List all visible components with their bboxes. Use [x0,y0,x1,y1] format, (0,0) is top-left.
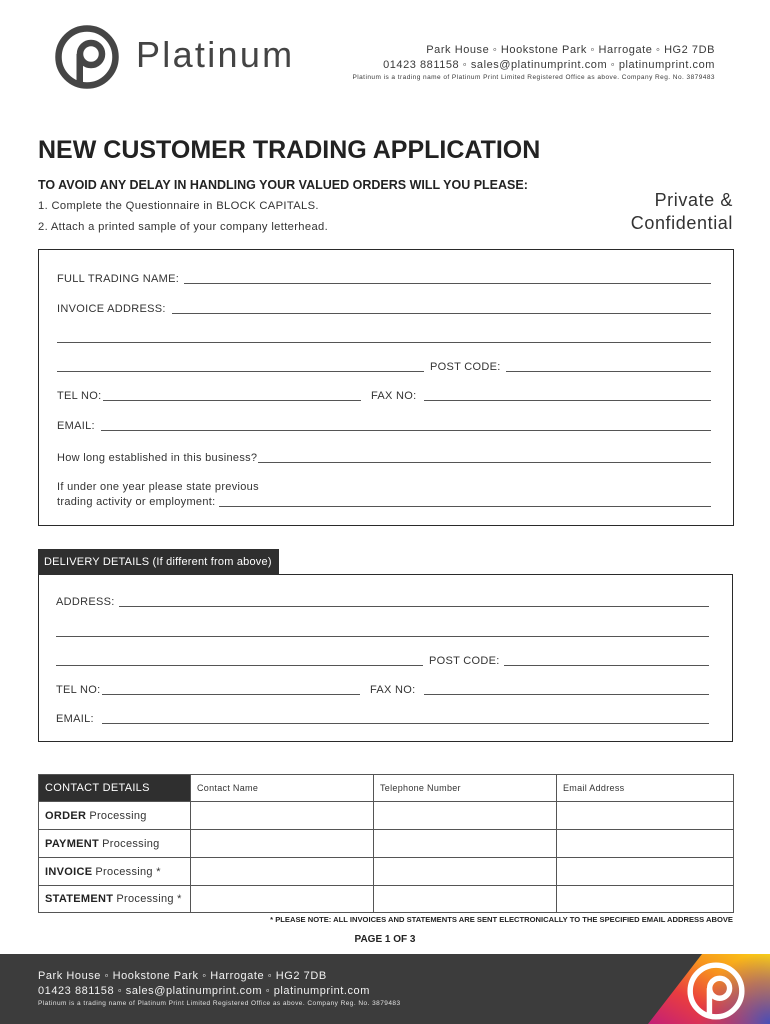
delivery-address-label: ADDRESS: [56,596,115,608]
table-row [39,830,734,858]
contact-name-header: Contact Name [191,775,374,802]
statement-processing-label [39,886,191,913]
delivery-tel-label: TEL NO: [56,684,101,696]
header-address-line: Park House ◦ Hookstone Park ◦ Harrogate ◦ HG2 7DB [426,44,715,56]
delivery-postcode-row [56,654,709,668]
tel-label: TEL NO: [57,390,102,402]
instruction-item: 2. Attach a printed sample of your company letterhead. [38,221,329,233]
previous-activity-row-1 [57,480,711,494]
row-label-bold: PAYMENT [45,837,100,850]
email-field[interactable] [101,430,711,431]
header-legal-line: Platinum is a trading name of Platinum Print Limited Registered Office as above. Company Reg. No. 3879483 [352,74,715,81]
brand-name: Platinum [136,34,295,75]
full-trading-name-row [57,272,711,286]
fax-field[interactable] [424,400,712,401]
instruction-item: 1. Complete the Questionnaire in BLOCK CAPITALS. [38,200,319,212]
row-label-rest: Processing [89,809,147,822]
delivery-post-code-field[interactable] [504,665,709,666]
table-row [39,886,734,913]
delivery-address-field-line-3[interactable] [56,665,423,666]
delivery-address-row-2 [56,625,709,639]
delivery-details-tab: DELIVERY DETAILS (If different from above) [38,549,279,575]
row-label-bold: STATEMENT [45,893,114,905]
full-trading-name-field[interactable] [184,283,711,284]
platinum-logo-icon [55,25,119,89]
delivery-tel-fax-row [56,683,709,697]
invoice-postcode-row [57,360,711,374]
tel-group [57,389,361,403]
footer-address-line: Park House ◦ Hookstone Park ◦ Harrogate ◦ HG2 7DB [38,970,327,982]
contact-details-header: CONTACT DETAILS [39,775,191,802]
footer-color-graphic [630,954,770,1024]
delivery-email-label: EMAIL: [56,713,94,725]
post-code-label: POST CODE: [430,361,501,373]
invoice-address-field[interactable] [172,313,711,314]
page-title: NEW CUSTOMER TRADING APPLICATION [38,136,541,164]
previous-activity-row-2 [57,495,711,509]
payment-processing-label [39,830,191,858]
delivery-fax-label: FAX NO: [370,684,416,696]
email-address-header: Email Address [557,775,734,802]
confidential-line: Confidential [630,213,733,233]
email-row [57,419,711,433]
order-telephone-cell[interactable] [374,802,557,830]
established-field[interactable] [258,462,711,463]
statement-contact-name-cell[interactable] [191,886,374,913]
invoice-processing-label [39,858,191,886]
row-label-bold: INVOICE [45,865,93,878]
row-label-rest: Processing * [116,893,182,905]
row-label-rest: Processing * [95,865,161,878]
fax-group [371,389,711,403]
invoice-address-field-line-3[interactable] [57,371,424,372]
footer [0,954,770,1024]
instructions-heading: TO AVOID ANY DELAY IN HANDLING YOUR VALUED ORDERS WILL YOU PLEASE: [38,178,528,192]
delivery-fax-field[interactable] [424,694,710,695]
established-row [57,451,711,465]
delivery-tel-field[interactable] [102,694,360,695]
order-processing-label [39,802,191,830]
table-row [39,858,734,886]
page-indicator: PAGE 1 OF 3 [354,934,416,945]
order-email-cell[interactable] [557,802,734,830]
previous-activity-label: If under one year please state previous [57,481,259,493]
tel-fax-row [57,389,711,403]
tel-field[interactable] [103,400,361,401]
fax-label: FAX NO: [371,390,417,402]
confidential-line: Private & [654,190,733,210]
statement-email-cell[interactable] [557,886,734,913]
delivery-address-field-line-2[interactable] [56,636,709,637]
private-confidential-label [631,189,733,235]
contact-details-table [38,774,734,913]
invoice-post-code-field[interactable] [506,371,711,372]
statement-telephone-cell[interactable] [374,886,557,913]
payment-contact-name-cell[interactable] [191,830,374,858]
delivery-post-code-label: POST CODE: [429,655,500,667]
payment-email-cell[interactable] [557,830,734,858]
previous-activity-label: trading activity or employment: [57,496,216,508]
delivery-email-field[interactable] [102,723,709,724]
previous-activity-field[interactable] [219,506,711,507]
contact-table-header-row [39,775,734,802]
invoice-address-row-2 [57,331,711,345]
invoice-email-cell[interactable] [557,858,734,886]
delivery-email-row [56,712,709,726]
delivery-address-row [56,595,709,609]
invoice-address-label: INVOICE ADDRESS: [57,303,166,315]
delivery-fax-group [370,683,709,697]
invoice-contact-name-cell[interactable] [191,858,374,886]
payment-telephone-cell[interactable] [374,830,557,858]
invoice-address-field-line-2[interactable] [57,342,711,343]
invoice-telephone-cell[interactable] [374,858,557,886]
invoice-address-row [57,302,711,316]
header-contact-line: 01423 881158 ◦ sales@platinumprint.com ◦ platinumprint.com [383,59,715,71]
footer-contact-line: 01423 881158 ◦ sales@platinumprint.com ◦ platinumprint.com [38,985,370,997]
table-row [39,802,734,830]
established-label: How long established in this business? [57,452,258,464]
order-contact-name-cell[interactable] [191,802,374,830]
telephone-number-header: Telephone Number [374,775,557,802]
delivery-address-field[interactable] [119,606,709,607]
footer-legal-line: Platinum is a trading name of Platinum Print Limited Registered Office as above. Company Reg. No. 3879483 [38,1000,401,1007]
row-label-bold: ORDER [45,809,87,822]
full-trading-name-label: FULL TRADING NAME: [57,273,180,285]
row-label-rest: Processing [102,837,160,850]
electronic-invoices-note: * PLEASE NOTE: ALL INVOICES AND STATEMENTS ARE SENT ELECTRONICALLY TO THE SPECIFIED EMAIL ADDRESS ABOVE [270,915,733,924]
delivery-tel-group [56,683,360,697]
email-label: EMAIL: [57,420,95,432]
